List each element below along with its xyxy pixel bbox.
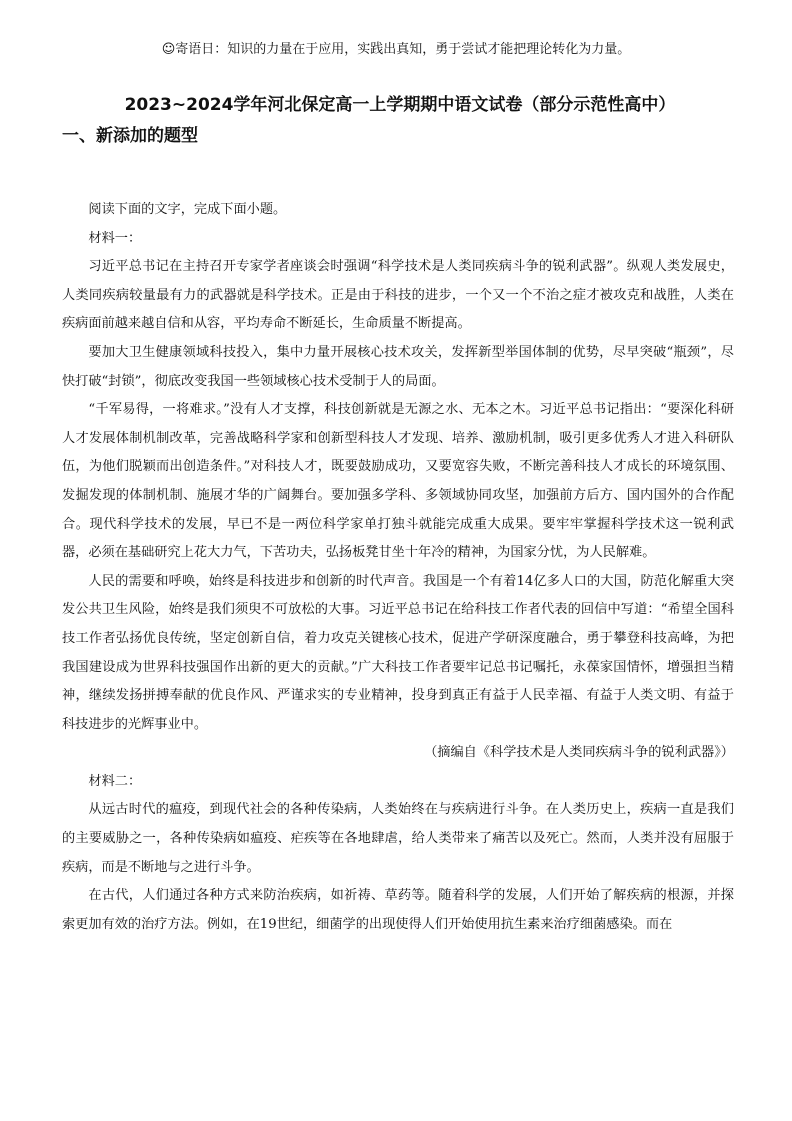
- exam-title: 2023~2024学年河北保定高一上学期期中语文试卷（部分示范性高中）: [124, 95, 676, 115]
- material-1-source: （摘编自《科学技术是人类同疾病斗争的锐利武器》）: [424, 745, 734, 761]
- material-1-paragraph-1: 习近平总书记在主持召开专家学者座谈会时强调“科学技术是人类同疾病斗争的锐利武器”。纵观人类发展史，人类同疾病较量最有力的武器就是科学技术。正是由于科技的进步，一个又一个不治之症才被攻克和战胜，人类在疾病面前越来越自信和从容，平均寿命不断延长，生命质量不断提高。: [62, 259, 734, 332]
- material-1-label: 材料一：: [88, 230, 142, 246]
- section-heading: 一、新添加的题型: [62, 126, 198, 146]
- motto-header: ☺寄语日：知识的力量在于应用，实践出真知，勇于尝试才能把理论转化为力量。: [161, 42, 631, 57]
- document-body: [62, 196, 734, 939]
- material-1-paragraph-4: 人民的需要和呼唤，始终是科技进步和创新的时代声音。我国是一个有着14亿多人口的大国，防范化解重大突发公共卫生风险，始终是我们须臾不可放松的大事。习近平总书记在给科技工作者代表的回信中写道：“希望全国科技工作者弘扬优良传统，坚定创新自信，着力攻克关键核心技术，促进产学研深度融合，勇于攀登科技高峰，为把我国建设成为世界科技强国作出新的更大的贡献。”广大科技工作者要牢记总书记嘱托，永葆家国情怀，增强担当精神，继续发扬拼搏奉献的优良作风、严谨求实的专业精神，投身到真正有益于人民幸福、有益于人类文明、有益于科技进步的光辉事业中。: [62, 573, 734, 732]
- material-1-paragraph-3: “千军易得，一将难求。”没有人才支撑，科技创新就是无源之水、无本之木。习近平总书记指出：“要深化科研人才发展体制机制改革，完善战略科学家和创新型科技人才发现、培养、激励机制，吸引更多优秀人才进入科研队伍，为他们脱颖而出创造条件。”对科技人才，既要鼓励成功，又要宽容失败，不断完善科技人才成长的环境氛围、发掘发现的体制机制、施展才华的广阔舞台。要加强多学科、多领域协同攻坚，加强前方后方、国内国外的合作配合。现代科学技术的发展，早已不是一两位科学家单打独斗就能完成重大成果。要牢牢掌握科学技术这一锐利武器，必须在基础研究上花大力气，下苦功夫，弘扬板凳甘坐十年冷的精神，为国家分忧，为人民解难。: [62, 402, 734, 561]
- material-1-paragraph-2: 要加大卫生健康领域科技投入，集中力量开展核心技术攻关，发挥新型举国体制的优势，尽早突破“瓶颈”，尽快打破“封锁”，彻底改变我国一些领域核心技术受制于人的局面。: [62, 344, 734, 389]
- material-2-paragraph-2: 在古代，人们通过各种方式来防治疾病，如祈祷、草药等。随着科学的发展，人们开始了解疾病的根源，并探索更加有效的治疗方法。例如，在19世纪，细菌学的出现使得人们开始使用抗生素来治疗细菌感染。而在: [62, 888, 734, 932]
- instruction: 阅读下面的文字，完成下面小题。: [88, 202, 287, 217]
- material-2-paragraph-1: 从远古时代的瘟疫，到现代社会的各种传染病，人类始终在与疾病进行斗争。在人类历史上，疾病一直是我们的主要威胁之一，各种传染病如瘟疫、疟疾等在各地肆虐，给人类带来了痛苦以及死亡。然而，人类并没有屈服于疾病，而是不断地与之进行斗争。: [62, 802, 734, 875]
- material-2-label: 材料二：: [88, 773, 142, 789]
